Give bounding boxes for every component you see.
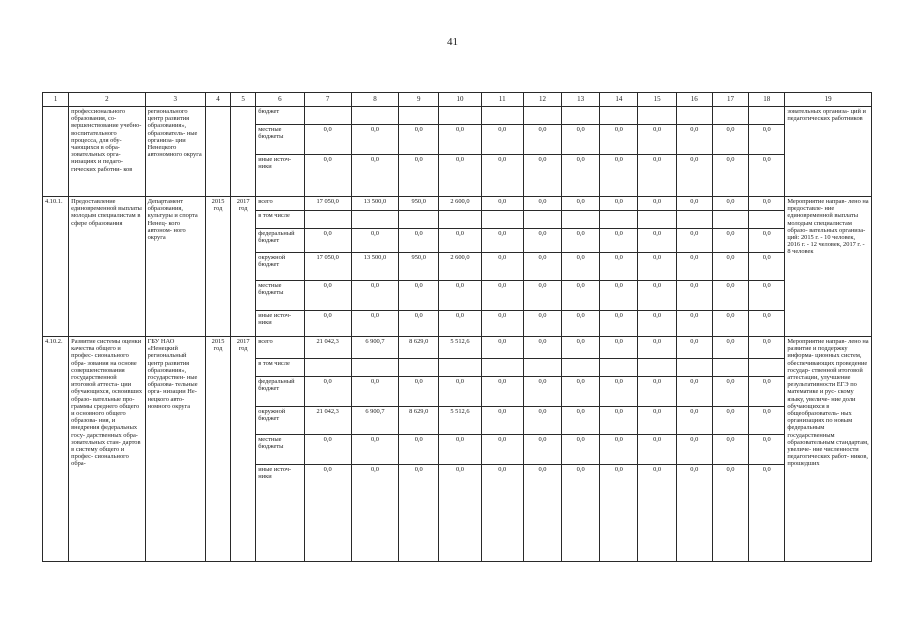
value-cell bbox=[562, 211, 600, 229]
value-cell: 0,0 bbox=[523, 197, 561, 211]
value-cell: 0,0 bbox=[481, 435, 523, 465]
value-cell: 0,0 bbox=[638, 125, 676, 155]
item-name-cell: профессионального образования, со- вершенствование учебно- воспитательного процесса, для обу- чающихся в обра- зовательных орга- низациях и педаго- гических работни- ков bbox=[69, 107, 145, 197]
note-cell: зовательных организа- ций и педагогических работников bbox=[785, 107, 872, 197]
value-cell bbox=[600, 211, 638, 229]
value-cell: 17 050,0 bbox=[304, 197, 351, 211]
value-cell bbox=[676, 211, 712, 229]
value-cell bbox=[749, 359, 785, 377]
value-cell: 0,0 bbox=[399, 435, 439, 465]
value-cell: 0,0 bbox=[749, 281, 785, 311]
value-cell: 0,0 bbox=[749, 253, 785, 281]
value-cell: 0,0 bbox=[481, 125, 523, 155]
value-cell: 0,0 bbox=[676, 435, 712, 465]
value-cell bbox=[439, 359, 481, 377]
value-cell: 0,0 bbox=[562, 337, 600, 359]
end-year: 2017 год bbox=[231, 337, 256, 562]
value-cell: 0,0 bbox=[481, 253, 523, 281]
column-header: 2 bbox=[69, 93, 145, 107]
value-cell: 0,0 bbox=[439, 311, 481, 337]
value-cell: 0,0 bbox=[523, 311, 561, 337]
value-cell: 8 629,0 bbox=[399, 407, 439, 435]
column-header: 14 bbox=[600, 93, 638, 107]
value-cell: 0,0 bbox=[481, 229, 523, 253]
value-cell: 0,0 bbox=[638, 281, 676, 311]
executor: Департамент образования, культуры и спорта Ненец- кого автоном- ного округа bbox=[145, 197, 205, 337]
value-cell: 0,0 bbox=[638, 337, 676, 359]
column-header: 3 bbox=[145, 93, 205, 107]
value-cell: 0,0 bbox=[638, 155, 676, 197]
column-header: 5 bbox=[231, 93, 256, 107]
column-header: 1 bbox=[43, 93, 69, 107]
value-cell: 0,0 bbox=[523, 465, 561, 562]
value-cell: 0,0 bbox=[562, 465, 600, 562]
value-cell: 0,0 bbox=[676, 337, 712, 359]
table-row bbox=[43, 197, 872, 211]
value-cell: 0,0 bbox=[523, 281, 561, 311]
end-year-cell bbox=[231, 107, 256, 197]
value-cell: 17 050,0 bbox=[304, 253, 351, 281]
funding-source-label: всего bbox=[256, 197, 304, 211]
value-cell: 0,0 bbox=[712, 465, 748, 562]
value-cell: 0,0 bbox=[638, 311, 676, 337]
value-cell bbox=[600, 359, 638, 377]
start-year-cell bbox=[205, 107, 230, 197]
value-cell: 0,0 bbox=[304, 311, 351, 337]
value-cell: 0,0 bbox=[399, 377, 439, 407]
value-cell: 0,0 bbox=[304, 465, 351, 562]
value-cell: 2 600,0 bbox=[439, 197, 481, 211]
value-cell: 0,0 bbox=[600, 281, 638, 311]
value-cell bbox=[523, 107, 561, 125]
column-header: 17 bbox=[712, 93, 748, 107]
value-cell: 0,0 bbox=[676, 253, 712, 281]
value-cell: 13 500,0 bbox=[351, 253, 398, 281]
value-cell bbox=[399, 359, 439, 377]
value-cell: 0,0 bbox=[523, 155, 561, 197]
value-cell bbox=[600, 107, 638, 125]
value-cell bbox=[712, 359, 748, 377]
funding-source-label: всего bbox=[256, 337, 304, 359]
value-cell: 0,0 bbox=[676, 281, 712, 311]
value-cell: 6 900,7 bbox=[351, 337, 398, 359]
value-cell: 0,0 bbox=[481, 407, 523, 435]
value-cell: 0,0 bbox=[600, 155, 638, 197]
value-cell: 0,0 bbox=[562, 229, 600, 253]
value-cell: 0,0 bbox=[304, 435, 351, 465]
column-header: 8 bbox=[351, 93, 398, 107]
funding-source-label: федеральный бюджет bbox=[256, 377, 304, 407]
table-row bbox=[43, 107, 872, 125]
funding-source-label: местные бюджеты bbox=[256, 125, 304, 155]
value-cell: 0,0 bbox=[562, 197, 600, 211]
value-cell: 0,0 bbox=[399, 155, 439, 197]
value-cell: 0,0 bbox=[600, 229, 638, 253]
funding-source-label: окружной бюджет bbox=[256, 253, 304, 281]
budget-table bbox=[42, 92, 872, 562]
value-cell: 0,0 bbox=[600, 435, 638, 465]
item-number: 4.10.1. bbox=[43, 197, 69, 337]
value-cell: 0,0 bbox=[399, 229, 439, 253]
item-number: 4.10.2. bbox=[43, 337, 69, 562]
column-header: 16 bbox=[676, 93, 712, 107]
value-cell: 0,0 bbox=[638, 407, 676, 435]
value-cell: 6 900,7 bbox=[351, 407, 398, 435]
value-cell: 0,0 bbox=[676, 229, 712, 253]
value-cell: 0,0 bbox=[562, 435, 600, 465]
value-cell bbox=[304, 107, 351, 125]
value-cell: 0,0 bbox=[351, 155, 398, 197]
column-header: 9 bbox=[399, 93, 439, 107]
end-year: 2017 год bbox=[231, 197, 256, 337]
value-cell bbox=[351, 211, 398, 229]
value-cell: 0,0 bbox=[749, 229, 785, 253]
value-cell: 0,0 bbox=[304, 155, 351, 197]
start-year: 2015 год bbox=[205, 337, 230, 562]
column-header: 10 bbox=[439, 93, 481, 107]
item-name: Предоставление единовременной выплаты молодым специалистам в сфере образования bbox=[69, 197, 145, 337]
value-cell: 0,0 bbox=[712, 197, 748, 211]
value-cell: 0,0 bbox=[712, 229, 748, 253]
funding-source-label: федеральный бюджет bbox=[256, 229, 304, 253]
note: Мероприятие направ- лено на предоставле- ние единовременной выплаты молодым специалистам образо- вательных организа- ций: 2015 г. - 10 человек, 2016 г. - 12 человек, 2017 г. - 8 человек bbox=[785, 197, 872, 337]
funding-source-label: местные бюджеты bbox=[256, 281, 304, 311]
value-cell: 0,0 bbox=[749, 435, 785, 465]
value-cell: 0,0 bbox=[712, 377, 748, 407]
value-cell: 0,0 bbox=[638, 253, 676, 281]
value-cell: 0,0 bbox=[304, 125, 351, 155]
value-cell: 0,0 bbox=[523, 377, 561, 407]
value-cell: 0,0 bbox=[481, 281, 523, 311]
value-cell: 950,0 bbox=[399, 197, 439, 211]
value-cell: 0,0 bbox=[600, 253, 638, 281]
value-cell: 0,0 bbox=[439, 229, 481, 253]
funding-source-label: иные источ- ники bbox=[256, 465, 304, 562]
value-cell: 0,0 bbox=[481, 197, 523, 211]
value-cell bbox=[481, 359, 523, 377]
funding-source-label: иные источ- ники bbox=[256, 311, 304, 337]
value-cell: 0,0 bbox=[562, 253, 600, 281]
value-cell: 0,0 bbox=[600, 311, 638, 337]
value-cell: 0,0 bbox=[439, 155, 481, 197]
value-cell: 0,0 bbox=[439, 281, 481, 311]
value-cell: 0,0 bbox=[439, 377, 481, 407]
value-cell: 8 629,0 bbox=[399, 337, 439, 359]
value-cell: 0,0 bbox=[562, 281, 600, 311]
value-cell bbox=[399, 211, 439, 229]
value-cell: 0,0 bbox=[304, 377, 351, 407]
value-cell: 0,0 bbox=[481, 311, 523, 337]
funding-source-label: бюджет bbox=[256, 107, 304, 125]
value-cell bbox=[749, 107, 785, 125]
value-cell: 0,0 bbox=[712, 407, 748, 435]
value-cell: 0,0 bbox=[481, 155, 523, 197]
value-cell: 21 042,3 bbox=[304, 407, 351, 435]
value-cell bbox=[439, 211, 481, 229]
value-cell: 0,0 bbox=[562, 155, 600, 197]
value-cell: 0,0 bbox=[749, 311, 785, 337]
value-cell: 0,0 bbox=[638, 229, 676, 253]
value-cell: 0,0 bbox=[676, 125, 712, 155]
value-cell: 0,0 bbox=[562, 125, 600, 155]
value-cell bbox=[638, 107, 676, 125]
value-cell bbox=[562, 359, 600, 377]
value-cell: 0,0 bbox=[712, 125, 748, 155]
value-cell: 0,0 bbox=[523, 435, 561, 465]
value-cell: 0,0 bbox=[562, 407, 600, 435]
value-cell: 0,0 bbox=[712, 253, 748, 281]
funding-source-label: окружной бюджет bbox=[256, 407, 304, 435]
start-year: 2015 год bbox=[205, 197, 230, 337]
item-name: Развитие системы оценки качества общего и профес- сионального обра- зования на основе совершенствования государственной итоговой аттеста- ции обучающихся, освоивших образо- вательные про- граммы среднего общего и основного общего образова- ния, и внедрения федеральных госу- дарственных обра- зовательных стан- дартов в систему общего и профес- сионального обра- bbox=[69, 337, 145, 562]
value-cell: 0,0 bbox=[399, 125, 439, 155]
value-cell: 0,0 bbox=[638, 435, 676, 465]
value-cell: 0,0 bbox=[712, 311, 748, 337]
value-cell: 0,0 bbox=[523, 253, 561, 281]
value-cell: 950,0 bbox=[399, 253, 439, 281]
column-header: 6 bbox=[256, 93, 304, 107]
value-cell bbox=[351, 359, 398, 377]
value-cell: 0,0 bbox=[638, 197, 676, 211]
value-cell: 0,0 bbox=[749, 377, 785, 407]
value-cell: 0,0 bbox=[676, 197, 712, 211]
table-row bbox=[43, 337, 872, 359]
value-cell bbox=[676, 359, 712, 377]
value-cell: 0,0 bbox=[481, 337, 523, 359]
value-cell: 0,0 bbox=[638, 377, 676, 407]
value-cell: 0,0 bbox=[676, 311, 712, 337]
value-cell: 0,0 bbox=[600, 407, 638, 435]
value-cell: 0,0 bbox=[351, 311, 398, 337]
value-cell: 0,0 bbox=[712, 435, 748, 465]
value-cell: 0,0 bbox=[351, 435, 398, 465]
value-cell bbox=[481, 107, 523, 125]
value-cell: 0,0 bbox=[712, 155, 748, 197]
funding-source-label: в том числе bbox=[256, 359, 304, 377]
column-header: 13 bbox=[562, 93, 600, 107]
value-cell: 0,0 bbox=[304, 229, 351, 253]
value-cell: 0,0 bbox=[749, 465, 785, 562]
column-header: 12 bbox=[523, 93, 561, 107]
value-cell: 0,0 bbox=[399, 281, 439, 311]
value-cell bbox=[638, 211, 676, 229]
item-number-cell bbox=[43, 107, 69, 197]
note: Мероприятие направ- лено на развитие и поддержку информа- ционных систем, обеспечивающих проведение государ- ственной итоговой аттестации, улучшение результативности ЕГЭ по математике и рус- скому языку, увеличе- ние доли обучающихся в общеобразователь- ных организациях по новым федеральным государственным образовательным стандартам, увеличе- ние численности педагогических работ- ников, прошедших bbox=[785, 337, 872, 562]
value-cell: 0,0 bbox=[523, 337, 561, 359]
value-cell: 0,0 bbox=[749, 407, 785, 435]
header-row bbox=[43, 93, 872, 107]
value-cell: 21 042,3 bbox=[304, 337, 351, 359]
value-cell: 13 500,0 bbox=[351, 197, 398, 211]
value-cell bbox=[304, 359, 351, 377]
column-header: 18 bbox=[749, 93, 785, 107]
value-cell bbox=[676, 107, 712, 125]
value-cell bbox=[638, 359, 676, 377]
value-cell: 0,0 bbox=[481, 377, 523, 407]
value-cell: 0,0 bbox=[523, 125, 561, 155]
executor-cell: регионального центр развития образования», образователь- ные организа- ции Ненецкого автономного округа bbox=[145, 107, 205, 197]
value-cell: 0,0 bbox=[351, 377, 398, 407]
value-cell: 0,0 bbox=[351, 281, 398, 311]
funding-source-label: местные бюджеты bbox=[256, 435, 304, 465]
value-cell: 0,0 bbox=[351, 229, 398, 253]
funding-source-label: в том числе bbox=[256, 211, 304, 229]
value-cell: 5 512,6 bbox=[439, 407, 481, 435]
value-cell bbox=[523, 359, 561, 377]
value-cell: 0,0 bbox=[749, 337, 785, 359]
value-cell: 0,0 bbox=[676, 155, 712, 197]
column-header: 15 bbox=[638, 93, 676, 107]
value-cell bbox=[351, 107, 398, 125]
column-header: 11 bbox=[481, 93, 523, 107]
value-cell: 0,0 bbox=[600, 465, 638, 562]
value-cell: 0,0 bbox=[676, 377, 712, 407]
value-cell: 0,0 bbox=[439, 465, 481, 562]
value-cell: 5 512,6 bbox=[439, 337, 481, 359]
value-cell bbox=[523, 211, 561, 229]
value-cell bbox=[712, 107, 748, 125]
value-cell: 0,0 bbox=[304, 281, 351, 311]
value-cell: 0,0 bbox=[481, 465, 523, 562]
value-cell: 0,0 bbox=[638, 465, 676, 562]
value-cell: 0,0 bbox=[749, 155, 785, 197]
value-cell: 0,0 bbox=[749, 125, 785, 155]
executor: ГБУ НАО «Ненецкий региональный центр развития образования», государствен- ные образова- тельные орга- низации Не- нецкого авто- номного округа bbox=[145, 337, 205, 562]
value-cell: 0,0 bbox=[523, 229, 561, 253]
value-cell: 0,0 bbox=[523, 407, 561, 435]
value-cell: 0,0 bbox=[562, 311, 600, 337]
value-cell: 0,0 bbox=[676, 465, 712, 562]
value-cell: 0,0 bbox=[399, 465, 439, 562]
value-cell: 0,0 bbox=[712, 337, 748, 359]
column-header: 7 bbox=[304, 93, 351, 107]
value-cell bbox=[749, 211, 785, 229]
value-cell: 0,0 bbox=[439, 435, 481, 465]
value-cell: 0,0 bbox=[749, 197, 785, 211]
value-cell: 0,0 bbox=[439, 125, 481, 155]
value-cell: 0,0 bbox=[562, 377, 600, 407]
value-cell: 0,0 bbox=[351, 125, 398, 155]
value-cell bbox=[562, 107, 600, 125]
page-number: 41 bbox=[447, 36, 458, 48]
value-cell: 0,0 bbox=[600, 125, 638, 155]
value-cell: 2 600,0 bbox=[439, 253, 481, 281]
column-header: 19 bbox=[785, 93, 872, 107]
value-cell: 0,0 bbox=[600, 337, 638, 359]
funding-source-label: иные источ- ники bbox=[256, 155, 304, 197]
value-cell bbox=[712, 211, 748, 229]
value-cell: 0,0 bbox=[676, 407, 712, 435]
value-cell bbox=[399, 107, 439, 125]
value-cell: 0,0 bbox=[712, 281, 748, 311]
value-cell: 0,0 bbox=[600, 377, 638, 407]
value-cell: 0,0 bbox=[351, 465, 398, 562]
value-cell bbox=[439, 107, 481, 125]
value-cell bbox=[304, 211, 351, 229]
value-cell: 0,0 bbox=[399, 311, 439, 337]
column-header: 4 bbox=[205, 93, 230, 107]
value-cell: 0,0 bbox=[600, 197, 638, 211]
value-cell bbox=[481, 211, 523, 229]
